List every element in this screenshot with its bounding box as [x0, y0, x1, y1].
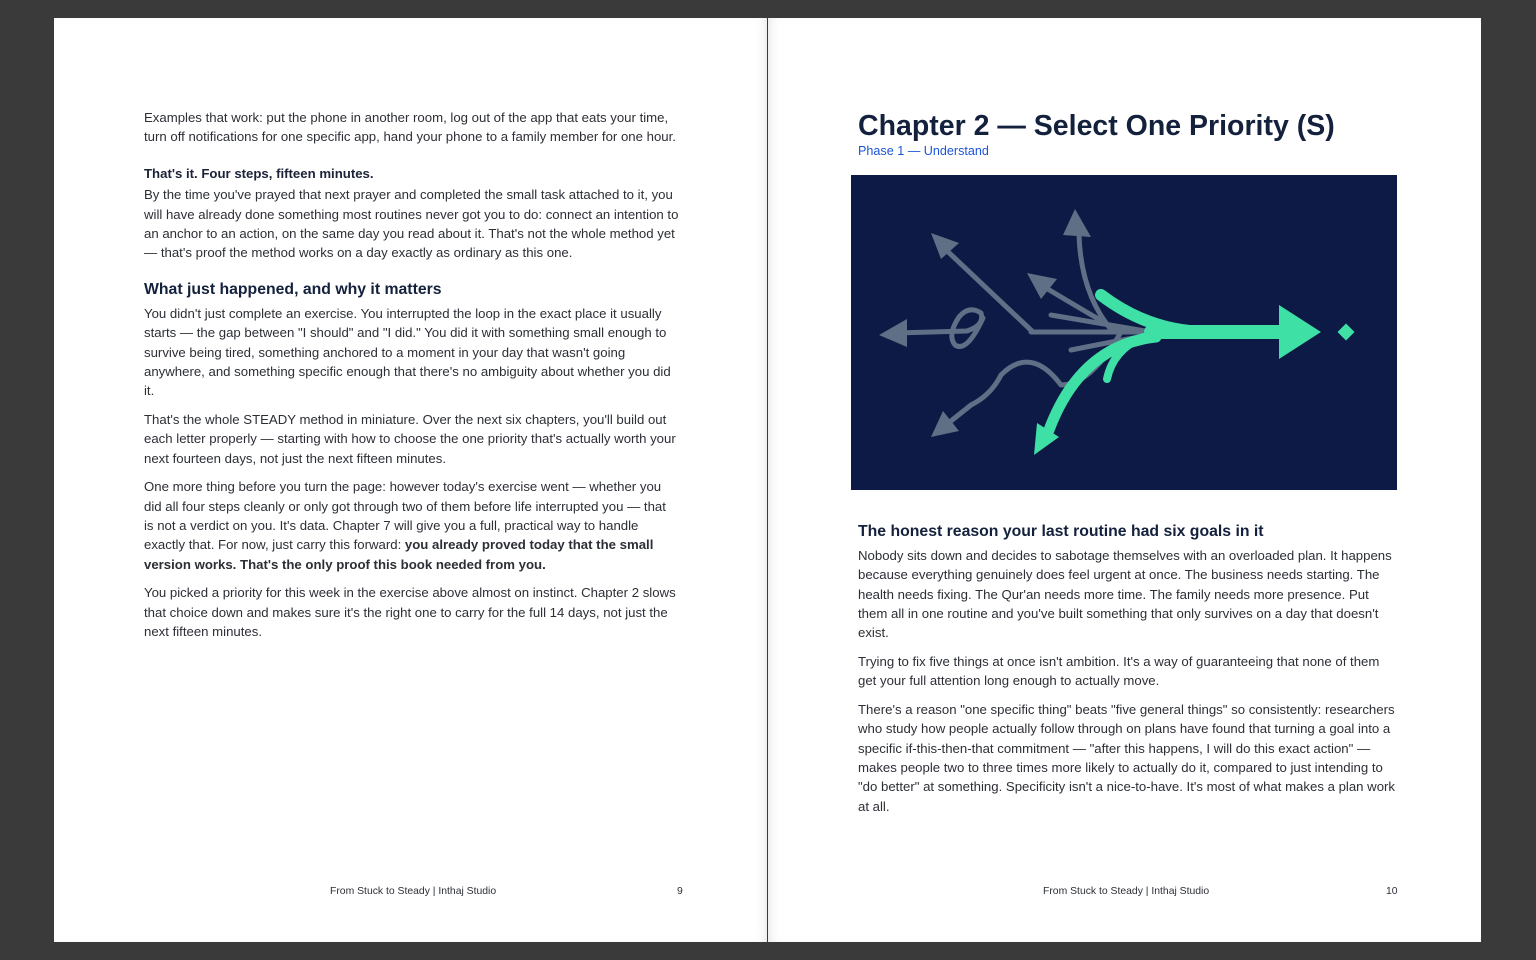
- footer-book-title: From Stuck to Steady | Inthaj Studio: [330, 886, 497, 897]
- overload-paragraph: Nobody sits down and decides to sabotage themselves with an overloaded plan. It happens because everything genuinely does feel urgent at once. The business needs starting. The health needs fixing. The Qur'an needs more time. The family needs more presence. Put them all in one routine and you've built something that only survives on a day that doesn't exist.: [858, 548, 1392, 641]
- page-10-body: [858, 522, 1396, 825]
- summary-bold-lead: That's it. Four steps, fifteen minutes.: [144, 166, 374, 182]
- page-9-body: [144, 108, 679, 651]
- section-heading: The honest reason your last routine had six goals in it: [858, 523, 1264, 540]
- page-9: [54, 18, 767, 942]
- page-10: [768, 18, 1481, 942]
- next-chapter-paragraph: You picked a priority for this week in the exercise above almost on instinct. Chapter 2 slows that choice down and makes sure it's the right one to carry for the full 14 days, not just the next fifteen minutes.: [144, 585, 676, 640]
- ambition-paragraph: Trying to fix five things at once isn't ambition. It's a way of guaranteeing that none of them get your full attention long enough to actually move.: [858, 653, 1380, 689]
- section-heading: What just happened, and why it matters: [144, 281, 442, 299]
- one-more-thing-text: One more thing before you turn the page: however today's exercise went — whether you did all four steps cleanly or only got through two of them before life interrupted you — that is not a verdict on you. It's data. Chapter 7 will give you a full, practical way to handle exactly that. For now, just carry this forward:: [144, 479, 666, 553]
- proof-paragraph: By the time you've prayed that next prayer and completed the small task attached to it, you will have already done something most routines never got you to do: connect an intention to an anchor to an action, on the same day you read about it. That's not the whole method yet — that's proof the method works on a day exactly as ordinary as this one.: [144, 187, 679, 261]
- examples-paragraph: Examples that work: put the phone in another room, log out of the app that eats your time, turn off notifications for one specific app, hand your phone to a family member for one hour.: [144, 110, 676, 145]
- page-number: 9: [677, 886, 683, 897]
- chapter-illustration: [851, 175, 1397, 490]
- loop-paragraph: You didn't just complete an exercise. You interrupted the loop in the exact place it usually starts — the gap between "I should" and "I did." You did it with something small enough to survive being tired, something anchored to a moment in your day that wasn't going anywhere, and something specific enough that there's no ambiguity about whether you did it.: [144, 306, 671, 399]
- page-number: 10: [1386, 886, 1398, 897]
- phase-label: Phase 1 — Understand: [858, 144, 989, 158]
- steady-method-paragraph: That's the whole STEADY method in miniature. Over the next six chapters, you'll build out each letter properly — starting with how to choose the one priority that's actually worth your next fourteen days, not just the next fifteen minutes.: [144, 412, 676, 466]
- one-more-thing-paragraph: [144, 477, 679, 573]
- converging-arrows-illustration: [851, 175, 1397, 490]
- one-more-thing-bold: you already proved today that the small version works. That's the only proof this book needed from you.: [144, 537, 654, 572]
- chapter-title: Chapter 2 — Select One Priority (S): [858, 110, 1335, 142]
- specificity-paragraph: There's a reason "one specific thing" beats "five general things" so consistently: researchers who study how people actually follow through on plans have found that turning a goal into a specific if-this-then-that commitment — "after this happens, I will do this exact action" — makes people two to three times more likely to actually do it, compared to just intending to "do better" at something. Specificity isn't a nice-to-have. It's most of what makes a plan work at all.: [858, 702, 1396, 814]
- footer-book-title: From Stuck to Steady | Inthaj Studio: [1043, 886, 1210, 897]
